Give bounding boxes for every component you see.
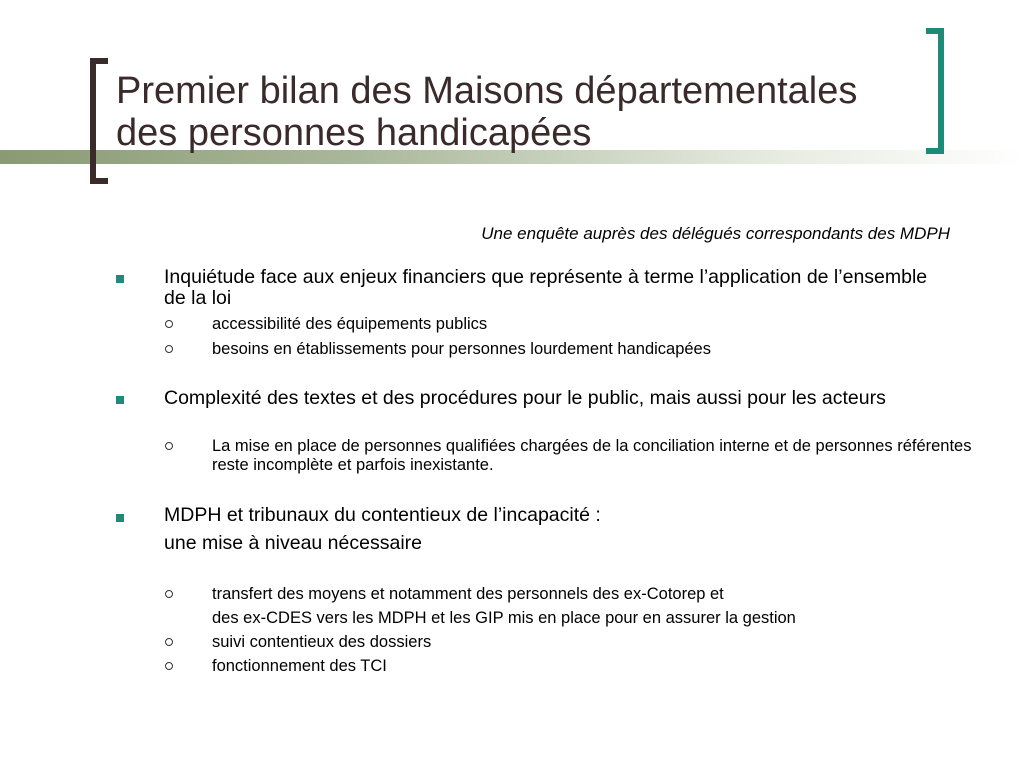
circle-bullet-icon (165, 345, 173, 353)
bullet-text: Inquiétude face aux enjeux financiers que représente à terme l’application de l’ensemble de la loi (164, 266, 928, 309)
bullet-text: Complexité des textes et des procédures pour le public, mais aussi pour les acteurs (164, 387, 886, 409)
square-bullet-icon (116, 396, 124, 404)
circle-bullet-icon (165, 320, 173, 328)
sub-bullet-text: transfert des moyens et notamment des personnels des ex-Cotorep et (212, 585, 724, 603)
square-bullet-icon (116, 514, 124, 522)
sub-bullet-text: fonctionnement des TCI (212, 657, 387, 675)
sub-bullet-text: suivi contentieux des dossiers (212, 633, 432, 651)
sub-bullet-text: La mise en place de personnes qualifiées chargées de la conciliation interne et de personnes référentes reste incomplète et parfois inexistante. (212, 437, 972, 474)
sub-bullet-text: besoins en établissements pour personnes lourdement handicapées (212, 340, 711, 358)
circle-bullet-icon (165, 590, 173, 598)
slide-subtitle: Une enquête auprès des délégués correspondants des MDPH (481, 224, 950, 243)
circle-bullet-icon (165, 662, 173, 670)
sub-bullet-text: accessibilité des équipements publics (212, 315, 488, 333)
square-bullet-icon (116, 275, 124, 283)
title-line-2: des personnes handicapées (116, 112, 592, 154)
circle-bullet-icon (165, 442, 173, 450)
bullet-continuation-text: une mise à niveau nécessaire (164, 532, 422, 554)
sub-bullet-continuation-text: des ex-CDES vers les MDPH et les GIP mis en place pour en assurer la gestion (212, 609, 796, 627)
title-line-1: Premier bilan des Maisons départementales (116, 70, 858, 112)
circle-bullet-icon (165, 638, 173, 646)
bullet-text: MDPH et tribunaux du contentieux de l’incapacité : (164, 504, 601, 526)
